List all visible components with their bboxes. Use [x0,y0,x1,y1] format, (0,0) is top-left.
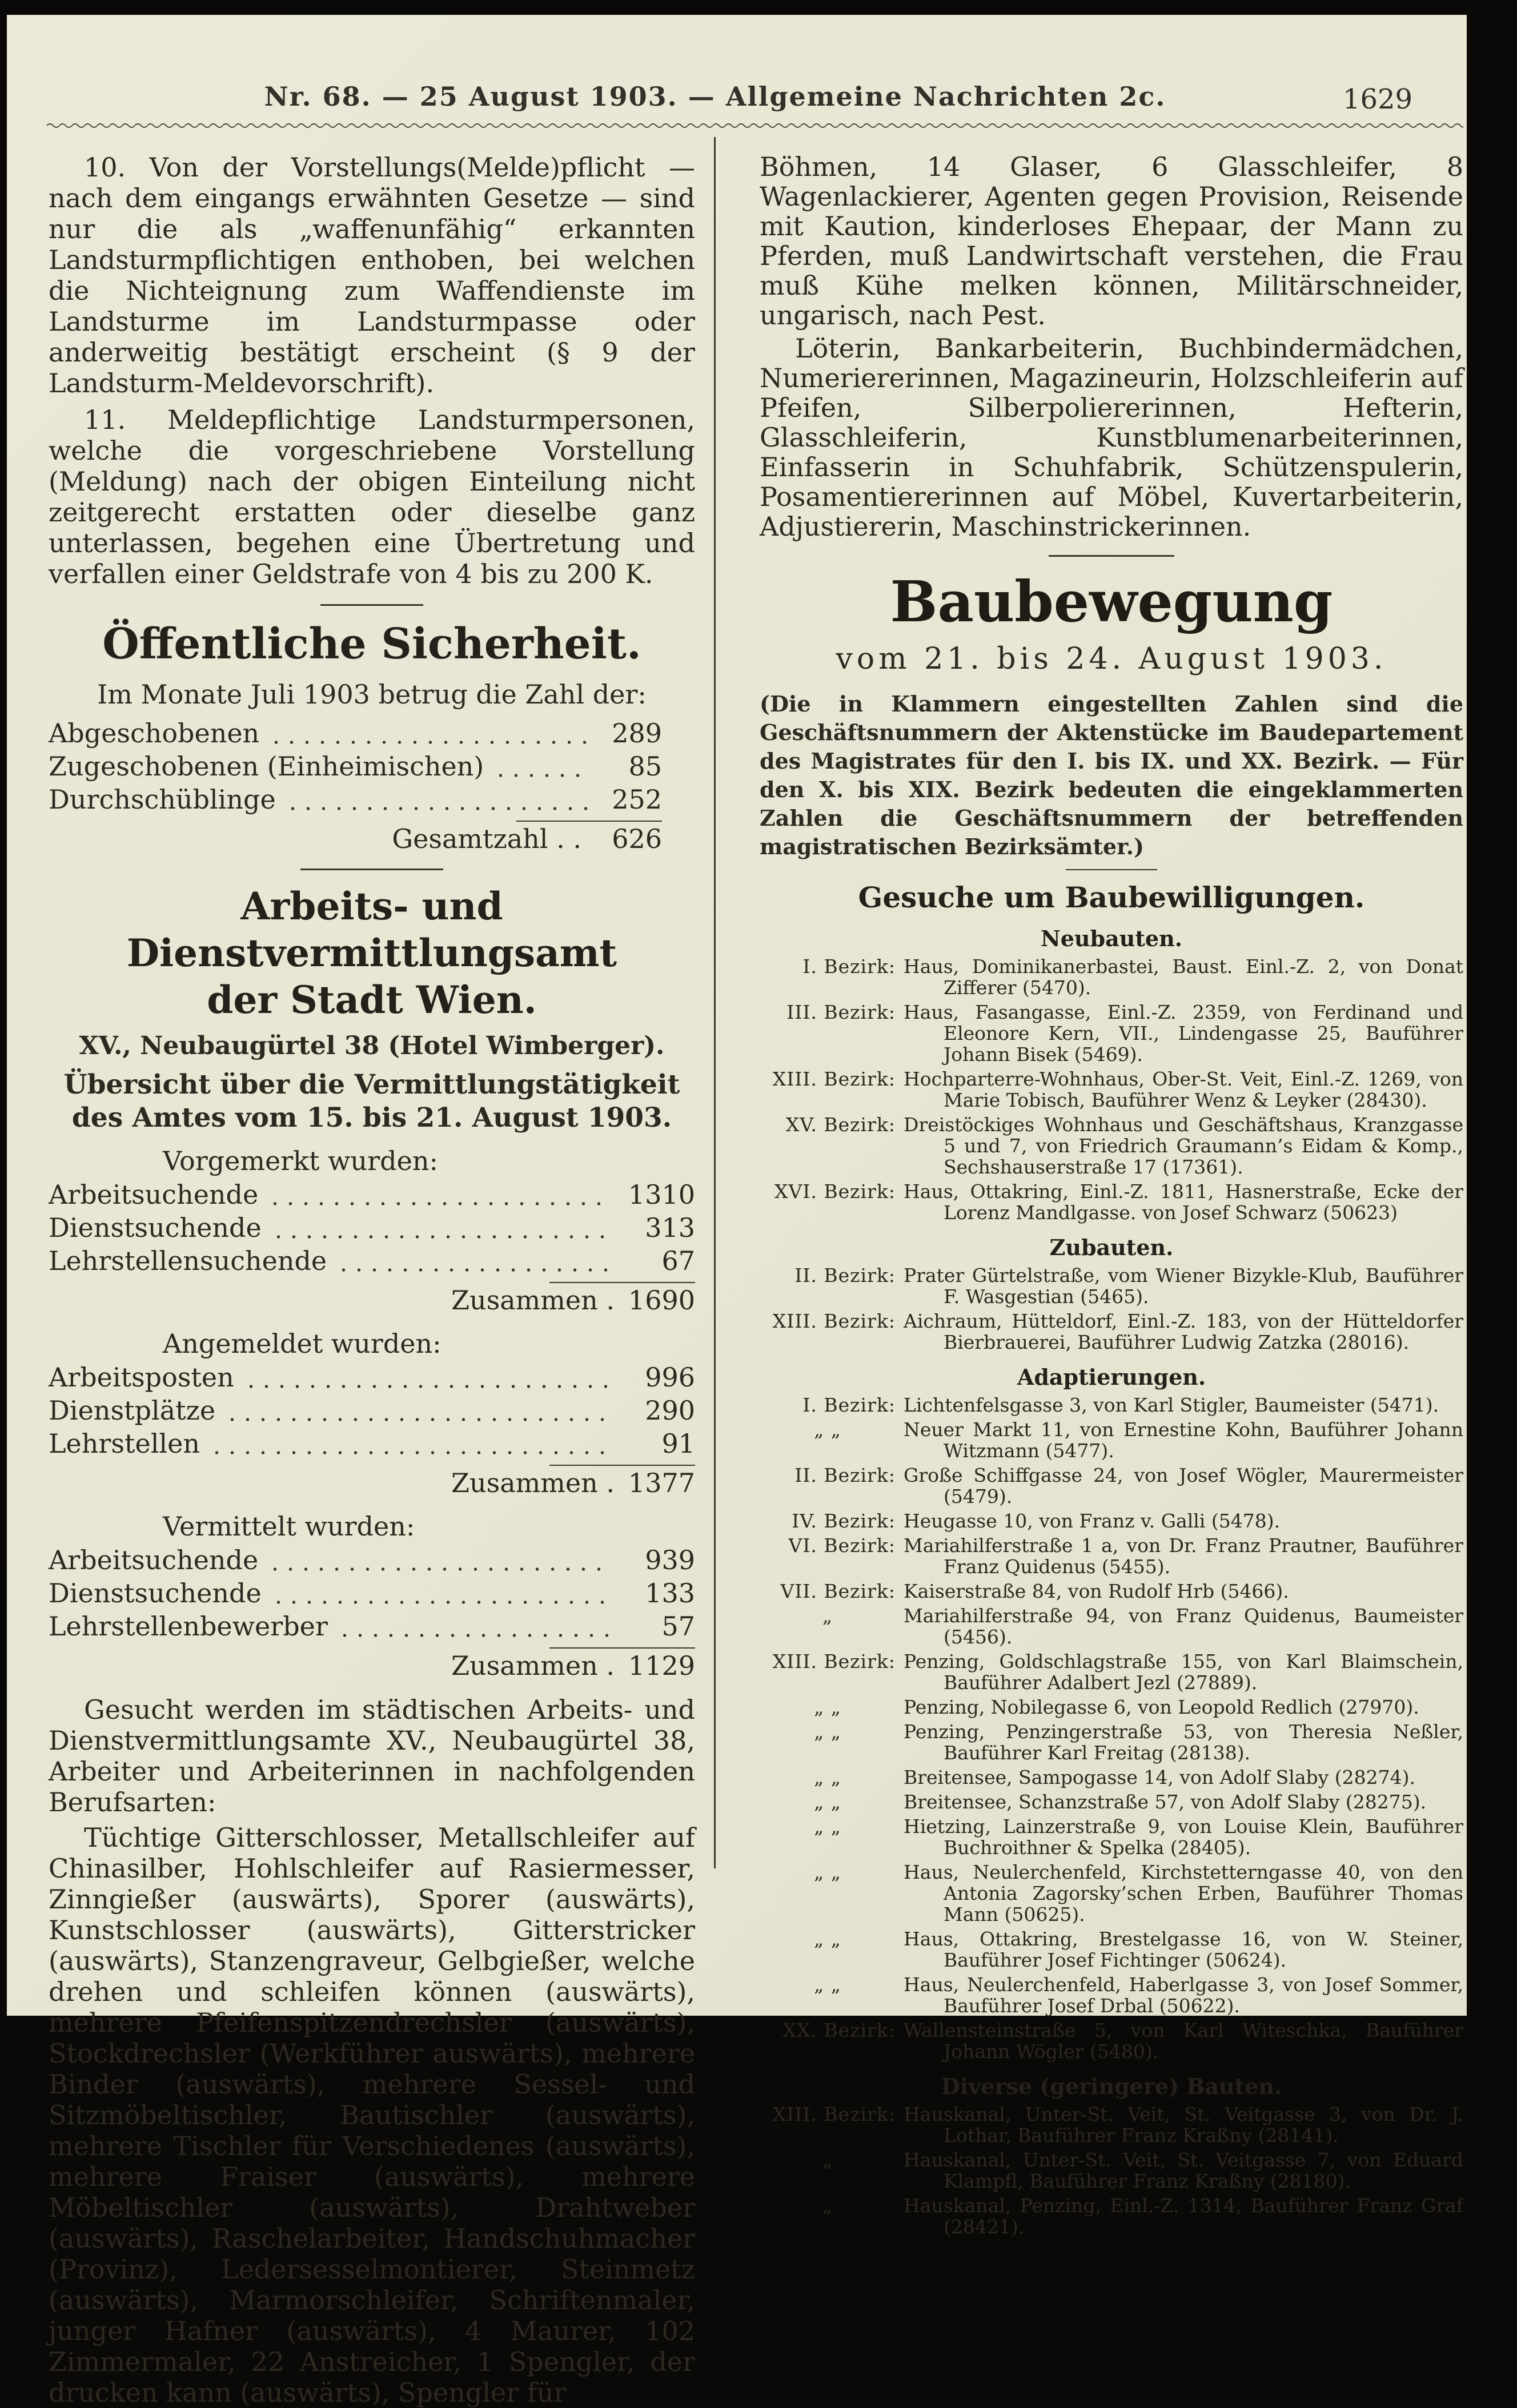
bau-entry-text: Mariahilferstraße 1 a, von Dr. Franz Prautner, Bauführer Franz Quidenus (5455). [904,1534,1463,1578]
page-number: 1629 [1342,83,1413,115]
bau-entry-district: III. Bezirk: [786,1001,896,1023]
bau-entry-district: „ „ [814,1696,841,1718]
group-total-value: 1377 [628,1468,695,1498]
bau-entry [760,2104,1463,2146]
bau-entry-district: „ „ [814,1766,841,1788]
group-total-label: Zusammen . [451,1285,615,1316]
bau-entry [760,2020,1463,2062]
bau-entry-text: Penzing, Penzingerstraße 53, von Theresia Neßler, Bauführer Karl Freitag (28138). [904,1720,1463,1764]
bau-entry-text: Mariahilferstraße 94, von Franz Quidenus, Baumeister (5456). [904,1605,1463,1648]
bau-entry-text: Aichraum, Hütteldorf, Einl.-Z. 183, von der Hütteldorfer Bierbrauerei, Bauführer Ludwig Zatzka (28016). [904,1310,1463,1353]
employment-groups [49,1145,695,1683]
bau-entry-district: VI. Bezirk: [788,1534,896,1557]
security-section-title: Öffentliche Sicherheit. [102,620,641,669]
bau-entry-text: Heugasse 10, von Franz v. Galli (5478). [904,1510,1281,1532]
group-rows [49,1543,695,1643]
employment-stat-row [49,1394,695,1427]
dot-leader [240,1368,612,1394]
stat-value: 1310 [628,1179,695,1210]
bau-entry-district: XVI. Bezirk: [774,1180,896,1203]
bau-entry-district: „ „ [814,1418,841,1441]
security-stat-row [49,783,662,816]
bau-subsections [760,926,1463,2237]
stat-label: Lehrstellen [49,1428,200,1459]
bau-entry-district: I. Bezirk: [802,1394,896,1416]
bau-entry [760,2195,1463,2237]
bau-entry [760,1605,1463,1647]
bau-entry-district: „ „ [814,1861,841,1883]
right-column [760,152,1463,2237]
group-rows [49,1178,695,1277]
bau-entry [760,1535,1463,1577]
stat-label: Arbeitsuchende [49,1545,259,1575]
bau-subsection-heading: Zubauten. [1049,1235,1174,1260]
security-stat-row [49,717,662,750]
group-total-value: 1690 [628,1285,695,1316]
bau-entry [760,1974,1463,2016]
group-heading: Angemeldet wurden: [163,1328,442,1359]
bau-entry-district: „ [822,1605,833,1627]
page-header: Nr. 68. — 25 August 1903. — Allgemeine Nachrichten 2c. [264,81,1166,112]
bau-entry [760,1181,1463,1223]
bau-entry-text: Hauskanal, Unter-St. Veit, St. Veitgasse 7, von Eduard Klampfl, Bauführer Franz Kraßny (28180). [904,2149,1463,2192]
continuation-paragraph: Böhmen, 14 Glaser, 6 Glasschleifer, 8 Wagenlackierer, Agenten gegen Provision, Reisende mit Kaution, kinderloses Ehepaar, der Mann zu Pferden, muß Landwirtschaft verstehen, die Frau muß Kühe melken können, Militärschneider, ungarisch, nach Pest. [760,151,1463,331]
bau-entry-district: „ „ [814,1791,841,1813]
bau-subsection-heading: Diverse (geringere) Bauten. [941,2073,1282,2099]
security-section-subtitle: Im Monate Juli 1903 betrug die Zahl der: [97,679,647,710]
bau-subsection-heading: Neubauten. [1041,926,1182,951]
bau-entry [760,1419,1463,1461]
bau-entry [760,1862,1463,1925]
bau-entry-text: Große Schiffgasse 24, von Josef Wögler, Maurermeister (5479). [904,1464,1463,1507]
bau-section-subtitle: vom 21. bis 24. August 1903. [836,642,1387,676]
group-total-row [49,1649,695,1683]
employment-overview: Übersicht über die Vermittlungstätigkeit des Amtes vom 15. bis 21. August 1903. [63,1069,680,1133]
dot-leader [264,1550,612,1577]
group-heading: Vermittelt wurden: [163,1511,415,1542]
dot-leader [267,1583,612,1610]
security-stat-row [49,750,662,783]
dot-leader [489,757,588,783]
bau-entry-text: Hochparterre-Wohnhaus, Ober-St. Veit, Einl.-Z. 1269, von Marie Tobisch, Bauführer Wenz & Leyker (28430). [904,1068,1463,1111]
dot-leader [332,1251,612,1277]
employment-stat-row [49,1211,695,1244]
stat-value: 289 [612,718,662,749]
employment-stat-row [49,1610,695,1643]
section-divider [1049,555,1174,557]
stat-value: 91 [661,1428,695,1459]
bau-entry [760,1394,1463,1416]
bau-entry-text: Wallensteinstraße 5, von Karl Witeschka, Bauführer Johann Wögler (5480). [904,2019,1463,2063]
bau-entry-text: Dreistöckiges Wohnhaus und Geschäftshaus, Kranzgasse 5 und 7, von Friedrich Graumann’s Eidam & Komp., Sechshauserstraße 17 (17361). [904,1113,1463,1178]
paragraph-11: 11. Meldepflichtige Landsturmpersonen, welche die vorgeschriebene Vorstellung (Meldung) nach der obigen Einteilung nicht zeitgerecht erstatten oder dieselbe ganz unterlassen, begehen eine Übertretung und verfallen einer Geldstrafe von 4 bis zu 200 K. [49,404,695,589]
bau-entry [760,1265,1463,1307]
employment-address: XV., Neubaugürtel 38 (Hotel Wimberger). [79,1031,665,1060]
bau-entry-district: IV. Bezirk: [792,1510,896,1532]
stat-label: Abgeschobenen [49,718,260,749]
stat-value: 313 [645,1212,695,1243]
group-total-value: 1129 [628,1650,695,1681]
paragraph-10: 10. Von der Vorstellungs(Melde)pflicht — nach dem eingangs erwähnten Gesetze — sind nur die als „waffenunfähig“ erkannten Landsturmpflichtigen enthoben, bei welchen die Nichteignung zum Waffendienste im Landsturme im Landsturmpasse oder anderweitig bestätigt erscheint (§ 9 der Landsturm-Meldevorschrift). [49,152,695,399]
bau-entry-district: XX. Bezirk: [782,2019,896,2041]
employment-title-line2: der Stadt Wien. [207,978,537,1022]
dot-leader [264,1185,612,1211]
security-stats [49,717,695,816]
bau-entry-district: „ „ [814,1720,841,1743]
bau-entry-district: XIII. Bezirk: [772,1310,896,1332]
bau-entry-district: I. Bezirk: [802,955,896,978]
bau-entry [760,1581,1463,1602]
newspaper-page [7,15,1467,2408]
bau-entry [760,1002,1463,1065]
bau-entry-text: Neuer Markt 11, von Ernestine Kohn, Bauführer Johann Witzmann (5477). [904,1418,1463,1462]
employment-stat-row [49,1361,695,1394]
group-total-row [49,1466,695,1500]
bau-entry-district: „ „ [814,1973,841,1996]
bau-entry-district: XIII. Bezirk: [772,1650,896,1673]
bau-entry-district: II. Bezirk: [794,1464,896,1486]
group-rows [49,1361,695,1460]
stat-label: Arbeitsposten [49,1362,234,1393]
column-divider [714,137,716,1868]
bau-entry-district: XV. Bezirk: [785,1113,896,1136]
bau-entry [760,1928,1463,1971]
bau-entry-district: „ „ [814,1815,841,1838]
bau-section-title: Baubewegung [890,569,1333,635]
bau-entry [760,1310,1463,1353]
bau-entry-text: Breitensee, Sampogasse 14, von Adolf Slaby (28274). [904,1766,1415,1788]
bau-note: (Die in Klammern eingestellten Zahlen sind die Geschäftsnummern der Aktenstücke im Baudepartement des Magistrates für den I. bis IX. und XX. Bezirk. — Für den X. bis XIX. Bezirk bedeuten die eingeklammerten Zahlen die Geschäftsnummern der betreffenden magistratischen Bezirksämter.) [760,691,1463,859]
employment-stat-row [49,1577,695,1610]
group-total-row [49,1283,695,1317]
bau-entry-text: Haus, Dominikanerbastei, Baust. Einl.-Z. 2, von Donat Zifferer (5470). [904,955,1463,999]
stat-label: Arbeitsuchende [49,1179,259,1210]
stat-value: 252 [612,784,662,815]
bau-entry-text: Hauskanal, Unter-St. Veit, St. Veitgasse 3, von Dr. J. Lothar, Bauführer Franz Kraßny (28141). [904,2103,1463,2146]
bau-subsection-heading: Adaptierungen. [1017,1364,1206,1390]
bau-entry [760,1767,1463,1788]
bau-entry [760,1791,1463,1812]
dot-leader [221,1401,612,1427]
bau-entry-text: Hauskanal, Penzing, Einl.-Z. 1314, Bauführer Franz Graf (28421). [904,2194,1463,2238]
bau-entry-text: Haus, Ottakring, Einl.-Z. 1811, Hasnerstraße, Ecke der Lorenz Mandlgasse. von Josef Schwarz (50623) [904,1180,1463,1224]
stat-label: Dienstsuchende [49,1578,262,1609]
bau-entry-text: Prater Gürtelstraße, vom Wiener Bizykle-Klub, Bauführer F. Wasgestian (5465). [904,1264,1463,1308]
bau-entry [760,2149,1463,2192]
bau-entry-district: „ [822,2149,833,2171]
bau-entry-district: „ „ [814,1928,841,1950]
dot-leader [282,790,588,816]
stat-label: Dienstplätze [49,1395,216,1426]
employment-stat-row [49,1178,695,1211]
section-divider [320,604,423,606]
section-divider [1066,869,1157,870]
security-total-row [49,822,695,856]
bau-entry-text: Hietzing, Lainzerstraße 9, von Louise Klein, Bauführer Buchroithner & Spelka (28405). [904,1815,1463,1859]
bau-entry-district: VII. Bezirk: [780,1580,896,1602]
bau-entry [760,1697,1463,1718]
bau-entry-text: Kaiserstraße 84, von Rudolf Hrb (5466). [904,1580,1289,1602]
dot-leader [265,723,588,750]
bau-entry-text: Haus, Neulerchenfeld, Kirchstetterngasse 40, von den Antonia Zagorsky’schen Erben, Bauführer Thomas Mann (50625). [904,1861,1463,1925]
employment-stat-row [49,1427,695,1460]
stat-value: 133 [645,1578,695,1609]
bau-entry [760,1651,1463,1693]
security-total-value: 626 [612,823,662,854]
dot-leader [267,1218,612,1244]
stat-value: 57 [661,1611,695,1642]
bau-entry [760,1721,1463,1763]
bau-entry [760,1068,1463,1111]
dot-leader [334,1617,612,1643]
bau-entry [760,956,1463,998]
employment-title-line1: Arbeits- und Dienstvermittlungsamt [126,884,617,975]
bau-entry-district: XIII. Bezirk: [772,1068,896,1090]
bau-permits-title: Gesuche um Baubewilligungen. [858,881,1365,914]
bau-entry [760,1114,1463,1177]
stat-label: Zugeschobenen (Einheimischen) [49,751,484,782]
bau-entry-text: Haus, Ottakring, Brestelgasse 16, von W. Steiner, Bauführer Josef Fichtinger (50624). [904,1928,1463,1971]
bau-entry [760,1510,1463,1531]
left-column [49,152,695,2408]
wavy-divider [47,120,1463,128]
security-total-label: Gesamtzahl . . [392,823,581,854]
stat-value: 939 [645,1545,695,1575]
employment-stat-row [49,1543,695,1577]
bau-entry [760,1816,1463,1858]
dot-leader [206,1434,612,1460]
bau-entry-district: II. Bezirk: [794,1264,896,1287]
bau-entry [760,1465,1463,1507]
bau-entry-text: Haus, Fasangasse, Einl.-Z. 2359, von Ferdinand und Eleonore Kern, VII., Lindengasse 25, Bauführer Johann Bisek (5469). [904,1001,1463,1066]
stat-label: Dienstsuchende [49,1212,262,1243]
employment-office-title [49,883,695,1023]
stat-label: Lehrstellenbewerber [49,1611,328,1642]
stat-value: 290 [645,1395,695,1426]
stat-value: 996 [645,1362,695,1393]
bau-entry-text: Breitensee, Schanzstraße 57, von Adolf Slaby (28275). [904,1791,1427,1813]
group-total-label: Zusammen . [451,1650,615,1681]
employment-stat-row [49,1244,695,1277]
bau-entry-district: „ [822,2194,833,2217]
bau-entry-text: Penzing, Goldschlagstraße 155, von Karl Blaimschein, Bauführer Adalbert Jezl (27889). [904,1650,1463,1694]
bau-entry-text: Penzing, Nobilegasse 6, von Leopold Redlich (27970). [904,1696,1419,1718]
group-total-label: Zusammen . [451,1468,615,1498]
bau-entry-text: Lichtenfelsgasse 3, von Karl Stigler, Baumeister (5471). [904,1394,1439,1416]
employment-intro-paragraph: Gesucht werden im städtischen Arbeits- und Dienstvermittlungsamte XV., Neubaugürtel 38, Arbeiter und Arbeiterinnen in nachfolgenden Berufsarten: [49,1694,695,1818]
stat-label: Durchschüblinge [49,784,276,815]
section-divider [300,869,443,870]
women-jobs-paragraph: Löterin, Bankarbeiterin, Buchbindermädchen, Numeriererinnen, Magazineurin, Holzschleiferin auf Pfeifen, Silberpoliererinnen, Hefterin, Glasschleiferin, Kunstblumenarbeiterinnen, Einfasserin in Schuhfabrik, Schützenspulerin, Posamentiererinnen auf Möbel, Kuvertarbeiterin, Adjustiererin, Maschinstrickerinnen. [760,333,1463,542]
employment-jobs-paragraph: Tüchtige Gitterschlosser, Metallschleifer auf Chinasilber, Hohlschleifer auf Rasiermesser, Zinngießer (auswärts), Sporer (auswärts), Kunstschlosser (auswärts), Gitterstricker (auswärts), Stanzengraveur, Gelbgießer, welche drehen und schleifen können (auswärts), mehrere Pfeifenspitzendrechsler (auswärts), Stockdrechsler (Werkführer auswärts), mehrere Binder (auswärts), mehrere Sessel- und Sitzmöbeltischler, Bautischler (auswärts), mehrere Tischler für Verschiedenes (auswärts), mehrere Fraiser (auswärts), mehrere Möbeltischler (auswärts), Drahtweber (auswärts), Raschelarbeiter, Handschuhmacher (Provinz), Ledersesselmontierer, Steinmetz (auswärts), Marmorschleifer, Schriftenmaler, junger Hafner (auswärts), 4 Maurer, 102 Zimmermaler, 22 Anstreicher, 1 Spengler, der drucken kann (auswärts), Spengler für [49,1822,695,2408]
bau-entry-district: XIII. Bezirk: [772,2103,896,2125]
stat-label: Lehrstellensuchende [49,1245,327,1276]
stat-value: 85 [628,751,662,782]
bau-entry-text: Haus, Neulerchenfeld, Haberlgasse 3, von Josef Sommer, Bauführer Josef Drbal (50622). [904,1973,1463,2017]
group-heading: Vorgemerkt wurden: [163,1145,438,1176]
stat-value: 67 [661,1245,695,1276]
